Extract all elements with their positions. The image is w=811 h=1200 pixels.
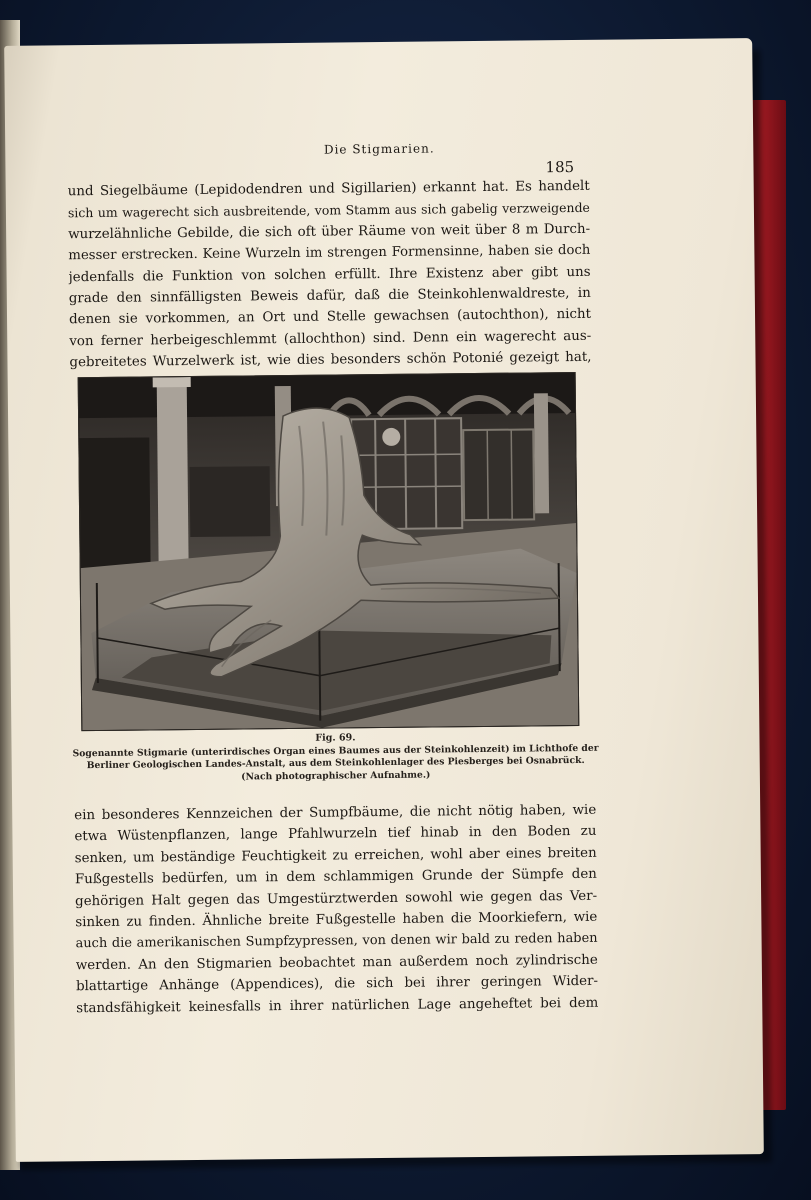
text-line: gebreitetes Wurzelwerk ist, wie dies besonders schön Potonié gezeigt hat, xyxy=(69,350,592,371)
text-line: etwa Wüstenpflanzen, lange Pfahlwurzeln tief hinab in den Boden zu xyxy=(74,824,597,845)
figure-caption xyxy=(65,730,605,786)
text-line: und Siegelbäume (Lepidodendren und Sigillarien) erkannt hat. Es handelt xyxy=(67,178,590,200)
text-line: sinken zu finden. Ähnliche breite Fußgestelle haben die Moorkiefern, wie xyxy=(75,909,598,931)
text-line: auch die amerikanischen Sumpfzypressen, von denen wir bald zu reden haben xyxy=(75,931,598,952)
text-line: messer erstrecken. Keine Wurzeln im strengen Formensinne, haben sie doch xyxy=(68,243,591,264)
running-head: Die Stigmarien. xyxy=(323,141,435,157)
text-line: wurzelähnliche Gebilde, die sich oft über Räume von weit über 8 m Durch- xyxy=(68,221,591,243)
text-line: blattartige Anhänge (Appendices), die sich bei ihrer geringen Wider- xyxy=(75,974,599,995)
text-line: denen sie vorkommen, an Ort und Stelle gewachsen (autochthon), nicht xyxy=(68,307,592,328)
text-line: gehörigen Halt gegen das Umgestürztwerden sowohl wie gegen das Ver- xyxy=(75,888,598,909)
page-number: 185 xyxy=(545,157,575,177)
text-line: Fußgestells bedürfen, um in dem schlammigen Grunde der Sümpfe den xyxy=(74,867,597,888)
caption-line: (Nach photographischer Aufnahme.) xyxy=(241,769,431,783)
text-line: senken, um beständige Feuchtigkeit zu erreichen, wohl aber eines breiten xyxy=(74,845,597,867)
paragraph-top xyxy=(68,176,592,374)
figure-label: Fig. 69. xyxy=(315,732,356,744)
paragraph-bottom xyxy=(74,800,598,1020)
text-line: werden. An den Stigmarien beobachtet man außerdem noch zylindrische xyxy=(75,952,598,974)
text-line: grade den sinnfälligsten Beweis dafür, daß die Steinkohlenwaldreste, in xyxy=(68,285,591,307)
text-line: ein besonderes Kennzeichen der Sumpfbäume, die nicht nötig haben, wie xyxy=(74,802,597,824)
text-line: standsfähigkeit keinesfalls in ihrer natürlichen Lage angeheftet bei dem xyxy=(76,995,599,1016)
caption-line: Berliner Geologischen Landes-Anstalt, aus dem Steinkohlenlager des Piesberges bei Osnabrück. xyxy=(86,754,585,772)
text-line: jedenfalls die Funktion von solchen erfüllt. Ihre Existenz aber gibt uns xyxy=(68,264,591,285)
text-line: von ferner herbeigeschlemmt (allochthon) sind. Denn ein wagerecht aus- xyxy=(69,328,592,350)
caption-line: Sogenannte Stigmarie (unterirdisches Organ eines Baumes aus der Steinkohlenzeit) im Lichthofe der xyxy=(72,742,599,759)
text-line: sich um wagerecht sich ausbreitende, vom Stamm aus sich gabelig verzweigende xyxy=(67,200,590,221)
book-page xyxy=(4,38,764,1162)
stigmaria-photograph xyxy=(78,372,580,731)
